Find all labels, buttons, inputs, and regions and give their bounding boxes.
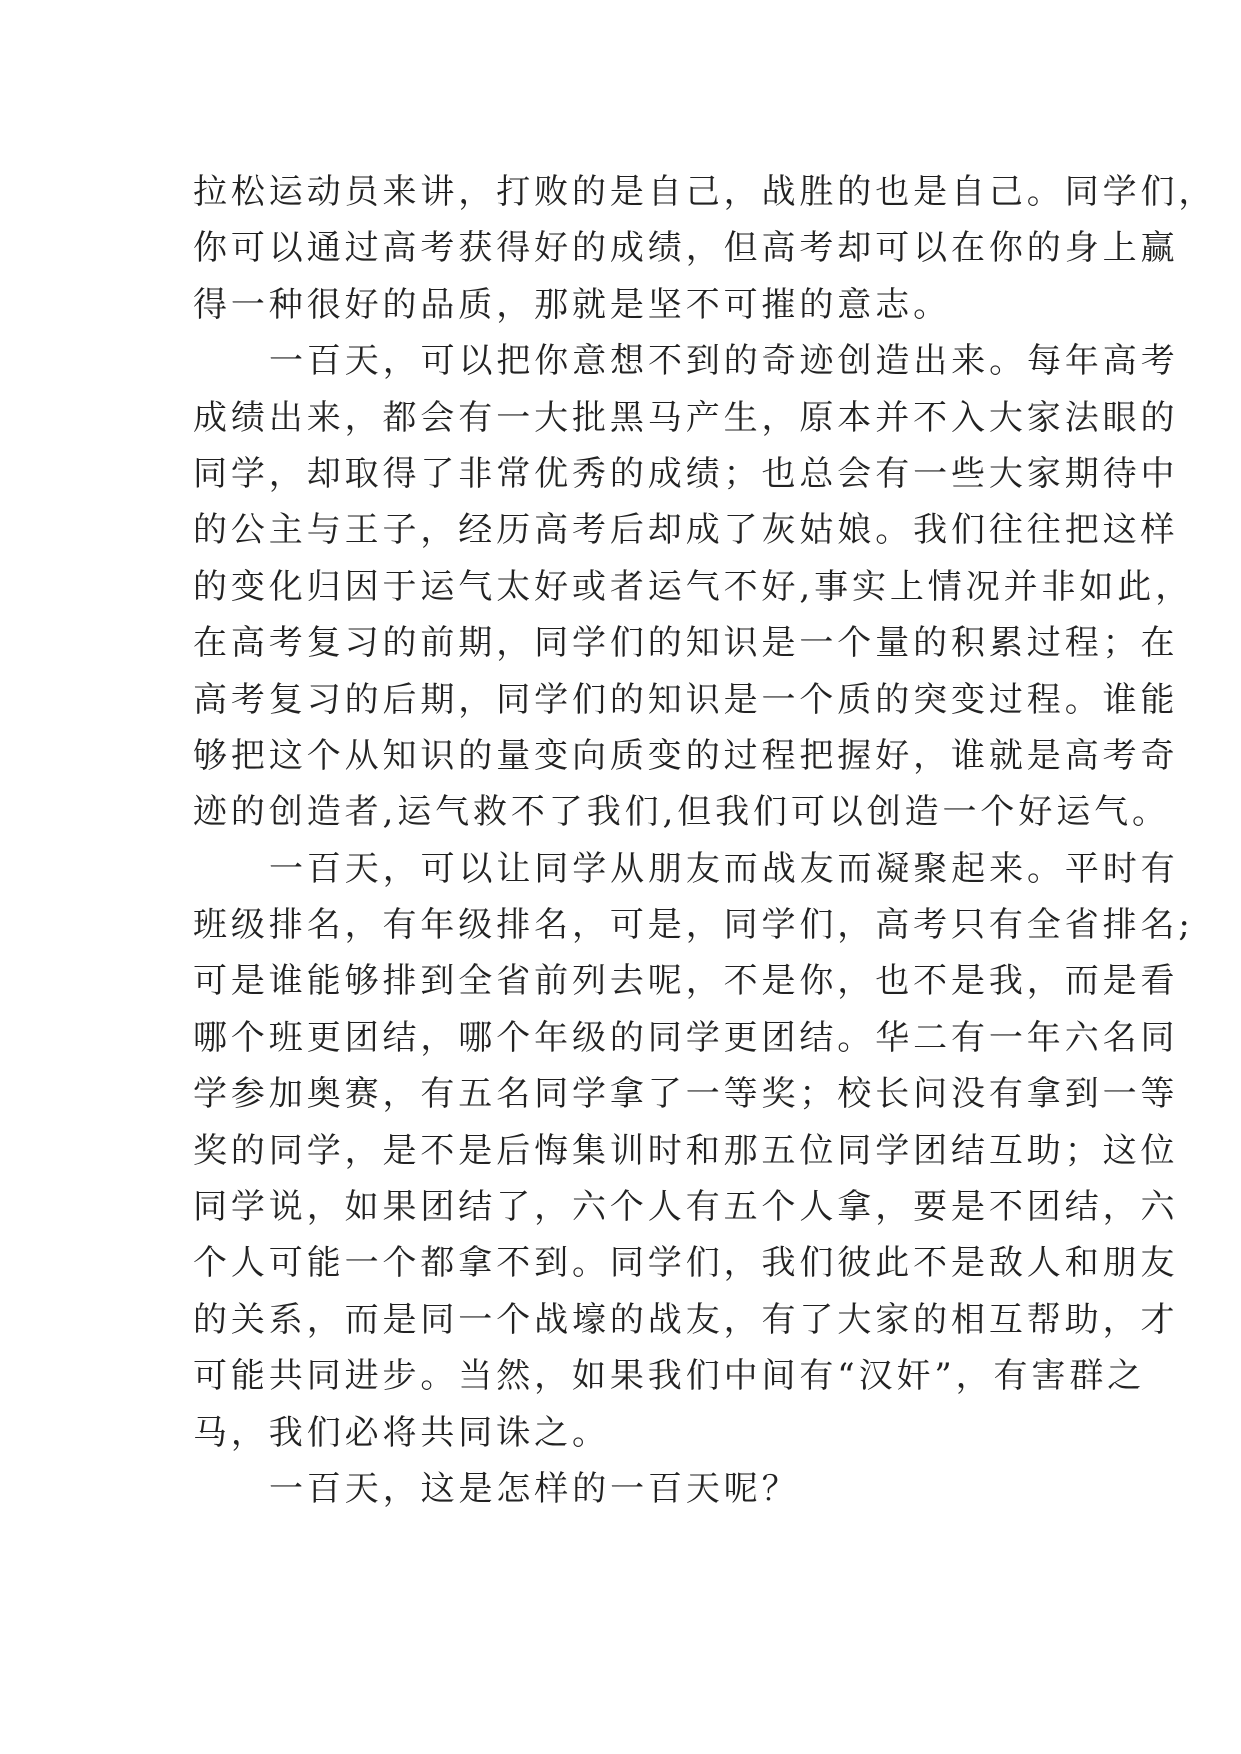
paragraph-first-line: 一百天，这是怎样的一百天呢？ — [269, 1468, 800, 1509]
paragraph-first-line: 一百天，可以让同学从朋友而战友而凝聚起来。平时有 — [269, 848, 1179, 889]
paragraph-first-line: 一百天，可以把你意想不到的奇迹创造出来。每年高考 — [269, 341, 1179, 382]
text-line: 马，我们必将共同诛之。 — [193, 1412, 610, 1453]
text-line: 学参加奥赛，有五名同学拿了一等奖；校长问没有拿到一等 — [193, 1074, 1179, 1115]
text-line: 你可以通过高考获得好的成绩，但高考却可以在你的身上赢 — [193, 228, 1179, 269]
text-line: 可是谁能够排到全省前列去呢，不是你，也不是我，而是看 — [193, 961, 1179, 1002]
text-line: 迹的创造者,运气救不了我们,但我们可以创造一个好运气。 — [193, 792, 1170, 833]
text-line: 个人可能一个都拿不到。同学们，我们彼此不是敌人和朋友 — [193, 1243, 1179, 1284]
text-line: 的公主与王子，经历高考后却成了灰姑娘。我们往往把这样 — [193, 510, 1179, 551]
text-line: 拉松运动员来讲，打败的是自己，战胜的也是自己。同学们， — [193, 172, 1217, 212]
text-line: 得一种很好的品质，那就是坚不可摧的意志。 — [193, 284, 951, 325]
text-line: 同学说，如果团结了，六个人有五个人拿，要是不团结，六 — [193, 1187, 1179, 1228]
text-line: 的关系，而是同一个战壕的战友，有了大家的相互帮助，才 — [193, 1299, 1179, 1340]
body-text — [193, 164, 1217, 1517]
text-line: 的变化归因于运气太好或者运气不好,事实上情况并非如此， — [193, 566, 1194, 607]
text-line: 成绩出来，都会有一大批黑马产生，原本并不入大家法眼的 — [193, 397, 1179, 438]
text-line: 同学，却取得了非常优秀的成绩；也总会有一些大家期待中 — [193, 453, 1179, 494]
text-line: 可能共同进步。当然，如果我们中间有“汉奸”，有害群之 — [193, 1356, 1146, 1397]
text-line: 班级排名，有年级排名，可是，同学们，高考只有全省排名; — [193, 905, 1194, 946]
text-line: 哪个班更团结，哪个年级的同学更团结。华二有一年六名同 — [193, 1017, 1179, 1058]
text-line: 奖的同学，是不是后悔集训时和那五位同学团结互助；这位 — [193, 1130, 1179, 1171]
text-line: 够把这个从知识的量变向质变的过程把握好，谁就是高考奇 — [193, 735, 1179, 776]
text-line: 高考复习的后期，同学们的知识是一个质的突变过程。谁能 — [193, 679, 1179, 720]
text-line: 在高考复习的前期，同学们的知识是一个量的积累过程；在 — [193, 623, 1179, 664]
